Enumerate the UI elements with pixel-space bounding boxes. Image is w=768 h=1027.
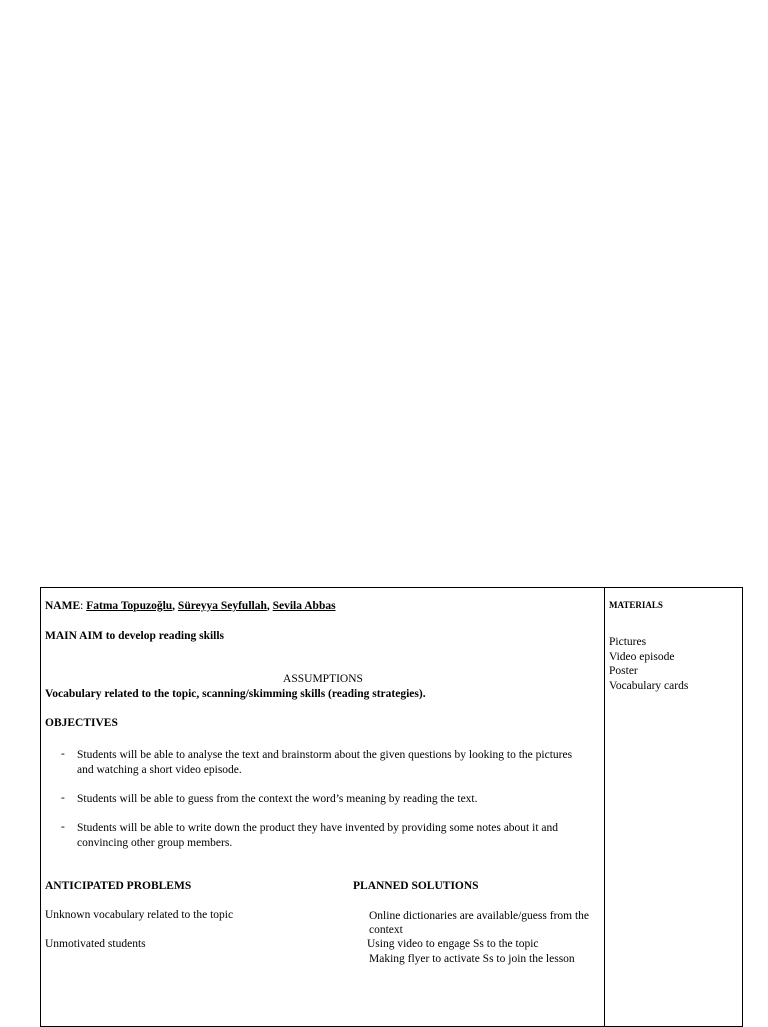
bullet-dash: - [61, 748, 65, 760]
assumptions-title: ASSUMPTIONS [283, 673, 363, 685]
objective-text: Students will be able to analyse the text and brainstorm about the given questions by looking to the pictures and watching a short video episode. [77, 749, 573, 776]
main-aim-label: MAIN AIM [45, 630, 103, 642]
objective-item [61, 748, 591, 778]
bullet-dash: - [61, 821, 65, 833]
author-name: Süreyya Seyfullah [177, 600, 267, 612]
author-name: Fatma Topuzoğlu [86, 600, 173, 612]
solutions-title: PLANNED SOLUTIONS [353, 880, 479, 892]
material-item: Video episode [609, 650, 675, 663]
bullet-dash: - [61, 792, 65, 804]
main-aim-text: to develop reading skills [105, 630, 225, 642]
name-label: NAME [45, 600, 81, 612]
column-divider [604, 588, 605, 1026]
problems-title: ANTICIPATED PROBLEMS [45, 880, 192, 892]
assumptions-text: Vocabulary related to the topic, scanning/skimming skills (reading strategies). [45, 688, 426, 700]
objectives-title: OBJECTIVES [45, 717, 118, 729]
lesson-plan-table [40, 587, 743, 1027]
materials-title: MATERIALS [609, 600, 663, 610]
problem-item: Unknown vocabulary related to the topic [45, 909, 234, 921]
solution-item: Online dictionaries are available/guess from the context [369, 910, 590, 936]
name-line: NAME: Fatma Topuzoğlu, Süreyya Seyfullah, Sevila Abbas [45, 600, 336, 612]
objective-text: Students will be able to write down the product they have invented by providing some notes about it and convincing other group members. [77, 822, 558, 849]
problem-item: Unmotivated students [45, 938, 146, 950]
solution-item: Using video to engage Ss to the topic [367, 938, 539, 950]
objective-item [61, 821, 591, 851]
main-aim-line [45, 630, 224, 642]
materials-list [609, 635, 688, 693]
objective-item [61, 792, 591, 807]
objective-text: Students will be able to guess from the context the word’s meaning by reading the text. [77, 793, 478, 805]
material-item: Poster [609, 665, 638, 678]
material-item: Vocabulary cards [609, 679, 689, 692]
material-item: Pictures [609, 636, 647, 648]
solution-item: Making flyer to activate Ss to join the lesson [369, 953, 575, 965]
author-name: Sevila Abbas [272, 600, 336, 612]
